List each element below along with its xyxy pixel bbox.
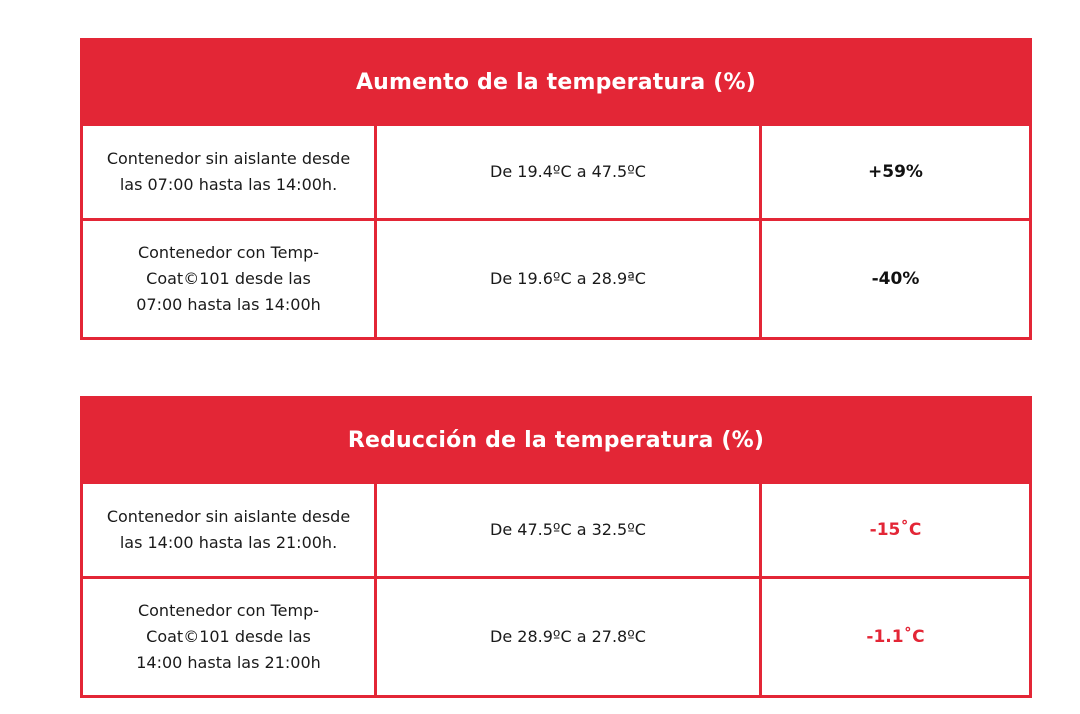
row-result-value: -40% <box>871 269 920 289</box>
row-result <box>762 579 1029 695</box>
table-row <box>83 218 1029 337</box>
row-result-value: +59% <box>868 162 923 182</box>
row-range-text: De 47.5ºC a 32.5ºC <box>490 520 646 539</box>
table-title: Aumento de la temperatura (%) <box>83 41 1029 123</box>
row-range <box>377 126 762 218</box>
row-range <box>377 221 762 337</box>
row-result <box>762 126 1029 218</box>
table-row <box>83 576 1029 695</box>
row-description-text: Contenedor con Temp-Coat©101 desde las 07:00 hasta las 14:00h <box>136 243 321 314</box>
table-title: Reducción de la temperatura (%) <box>83 399 1029 481</box>
row-range <box>377 579 762 695</box>
table-row <box>83 481 1029 576</box>
row-result-value: -15˚C <box>869 520 922 540</box>
row-description-text: Contenedor sin aislante desde las 07:00 hasta las 14:00h. <box>106 149 351 194</box>
row-range-text: De 19.4ºC a 47.5ºC <box>490 162 646 181</box>
table-row <box>83 123 1029 218</box>
row-range-text: De 28.9ºC a 27.8ºC <box>490 627 646 646</box>
temperature-increase-table <box>80 38 1032 340</box>
row-description <box>83 484 377 576</box>
row-result <box>762 221 1029 337</box>
row-range-text: De 19.6ºC a 28.9ªC <box>490 269 646 288</box>
row-result <box>762 484 1029 576</box>
row-range <box>377 484 762 576</box>
row-description-text: Contenedor sin aislante desde las 14:00 hasta las 21:00h. <box>106 507 351 552</box>
row-description <box>83 579 377 695</box>
row-description <box>83 126 377 218</box>
row-result-value: -1.1˚C <box>866 627 925 647</box>
row-description <box>83 221 377 337</box>
row-description-text: Contenedor con Temp-Coat©101 desde las 14:00 hasta las 21:00h <box>136 601 321 672</box>
temperature-reduction-table <box>80 396 1032 698</box>
